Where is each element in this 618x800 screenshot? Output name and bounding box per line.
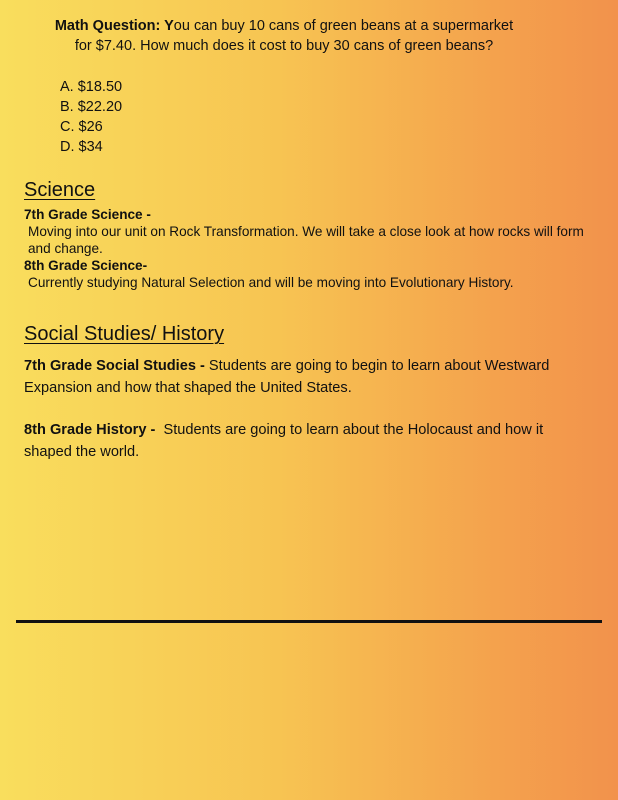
science-grade8-label: 8th Grade Science- [24,258,148,273]
science-section [24,206,594,291]
section-divider [16,620,602,623]
answer-choice-a: A. $18.50 [60,79,123,95]
history-grade8-label: 8th Grade History - [24,422,156,438]
social-grade7-text: Students are going to begin to learn about Westward Expansion and how that shaped the United States. [24,358,550,396]
answer-choice-c: C. $26 [60,119,103,135]
science-heading: Science [24,179,96,201]
science-grade8-text: Currently studying Natural Selection and will be moving into Evolutionary History. [28,275,514,290]
social-grade7-label: 7th Grade Social Studies - [24,358,205,374]
answer-choices [60,77,122,157]
history-grade8-text: Students are going to learn about the Holocaust and how it shaped the world. [24,422,544,460]
history-grade8 [24,419,584,463]
answer-choice-d: D. $34 [60,139,103,155]
math-question [50,16,518,56]
math-question-text: ou can buy 10 cans of green beans at a supermarket for $7.40. How much does it cost to buy 30 cans of green beans? [74,18,514,54]
social-studies-grade7 [24,355,584,399]
answer-choice-b: B. $22.20 [60,99,123,115]
social-studies-heading: Social Studies/ History [24,323,225,345]
science-grade7-text: Moving into our unit on Rock Transformation. We will take a close look at how rocks will form and change. [28,224,584,256]
math-question-label: Math Question: Y [54,18,174,34]
science-grade7-label: 7th Grade Science - [24,207,151,222]
